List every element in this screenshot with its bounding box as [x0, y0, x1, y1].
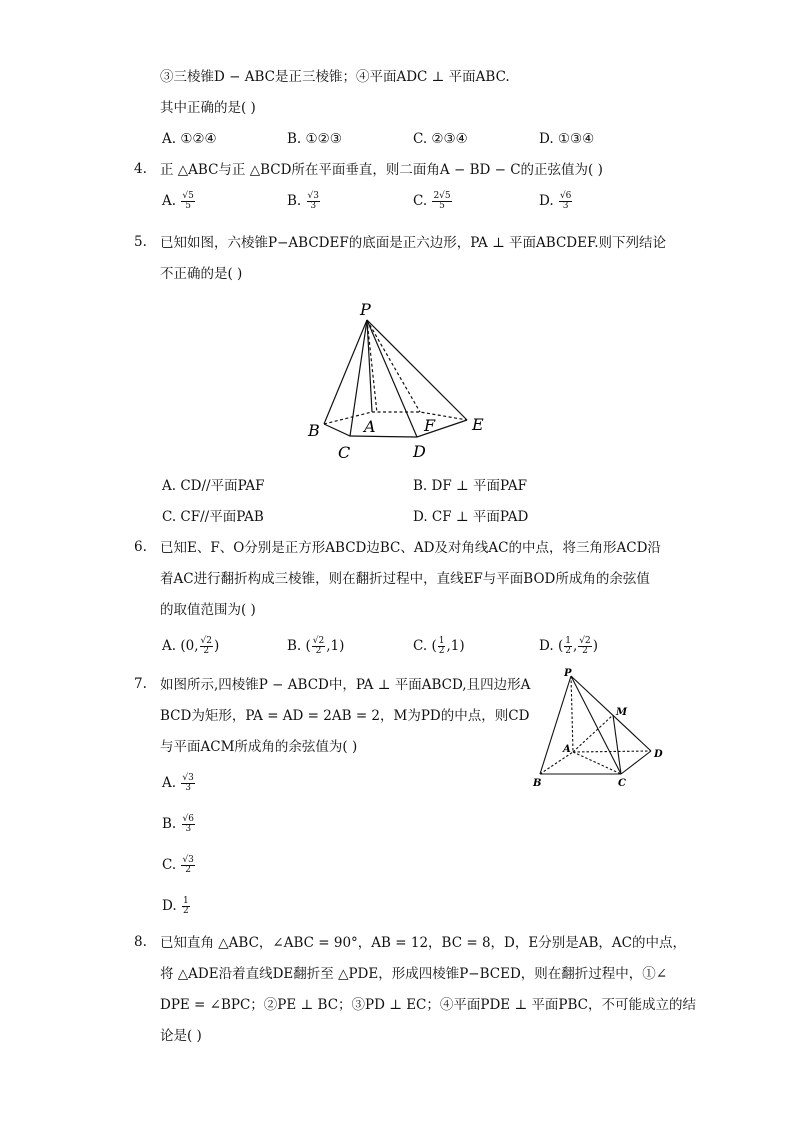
- q6-option-c-fraction: $\frac{1}{2}$: [438, 636, 445, 656]
- q6-option-b[interactable]: [287, 637, 344, 656]
- hexagonal-pyramid-figure: [300, 296, 500, 466]
- q6-stem-line-2: 着AC进行翻折构成三棱锥，则在翻折过程中，直线EF与平面BOD所成角的余弦值: [160, 571, 650, 587]
- fig5-label-e: E: [472, 415, 484, 434]
- q4-option-c-label: C.: [413, 193, 428, 209]
- q7-option-b[interactable]: [162, 815, 196, 834]
- q3-prompt: 其中正确的是( ): [160, 100, 256, 116]
- q8-number: 8.: [134, 934, 147, 950]
- q8-stem-line-4: 论是( ): [160, 1028, 202, 1044]
- q7-option-a-fraction: $\frac{√3}{3}$: [182, 773, 194, 793]
- q4-option-d-fraction: $\frac{√6}{3}$: [559, 191, 572, 211]
- q4-option-d[interactable]: [539, 192, 573, 211]
- q5-option-c[interactable]: C. CF//平面PAB: [162, 509, 264, 525]
- fig5-label-c: C: [338, 443, 351, 462]
- q5-stem-line-2: 不正确的是( ): [160, 266, 243, 282]
- q6-option-d-fraction-2: $\frac{√2}{2}$: [579, 636, 591, 656]
- q6-option-c[interactable]: [413, 637, 465, 656]
- q7-option-d-label: D.: [162, 898, 177, 914]
- q8-stem-line-2: 将 △ADE沿着直线DE翻折至 △PDE，形成四棱锥P−BCED，则在翻折过程中，①∠: [160, 966, 668, 982]
- q7-option-d-fraction: $\frac{1}{2}$: [182, 896, 189, 916]
- q4-option-c[interactable]: [413, 192, 453, 211]
- q4-number: 4.: [134, 161, 147, 177]
- q8-stem-line-3: DPE = ∠BPC；②PE ⊥ BC；③PD ⊥ EC；④平面PDE ⊥ 平面PBC，不可能成立的结: [160, 997, 697, 1013]
- q4-option-b[interactable]: [287, 192, 321, 211]
- q6-option-a-open: (0,: [180, 638, 199, 654]
- q6-option-c-close: ,1): [446, 638, 465, 654]
- fig5-label-f: F: [424, 416, 436, 435]
- q5-option-a[interactable]: A. CD//平面PAF: [162, 478, 265, 494]
- q7-number: 7.: [134, 676, 147, 692]
- fig7-label-a: A: [563, 744, 571, 755]
- q6-option-d-close: ): [592, 638, 598, 654]
- q6-stem-line-3: 的取值范围为( ): [160, 602, 256, 618]
- q6-option-b-close: ,1): [326, 638, 345, 654]
- fig5-label-a: A: [364, 417, 376, 436]
- fig7-label-p: P: [564, 668, 572, 679]
- fig5-label-b: B: [308, 421, 320, 440]
- q5-number: 5.: [134, 234, 147, 250]
- q6-option-d[interactable]: [539, 637, 598, 656]
- q6-stem-line-1: 已知E、F、O分别是正方形ABCD边BC、AD及对角线AC的中点，将三角形ACD沿: [160, 540, 661, 556]
- q5-stem-line-1: 已知如图，六棱锥P−ABCDEF的底面是正六边形，PA ⊥ 平面ABCDEF.则下列结论: [160, 235, 667, 251]
- q7-option-a-label: A.: [162, 775, 177, 791]
- fig7-label-d: D: [654, 749, 663, 760]
- fig5-label-p: P: [360, 300, 371, 319]
- q6-option-d-label: D.: [539, 638, 554, 654]
- q6-option-a-label: A.: [162, 638, 177, 654]
- rectangular-pyramid-figure: [528, 664, 668, 792]
- q7-option-c[interactable]: [162, 856, 196, 875]
- q6-option-c-label: C.: [413, 638, 428, 654]
- q6-option-b-open: (: [305, 638, 311, 654]
- q4-option-b-label: B.: [287, 193, 302, 209]
- q6-option-a[interactable]: [162, 637, 219, 656]
- q4-stem: 正 △ABC与正 △BCD所在平面垂直，则二面角A − BD − C的正弦值为( ): [160, 162, 603, 178]
- q6-option-a-close: ): [213, 638, 220, 654]
- q4-option-d-label: D.: [539, 193, 554, 209]
- q4-option-c-fraction: $\frac{2√5}{5}$: [433, 191, 451, 211]
- q7-option-c-fraction: $\frac{√3}{2}$: [182, 855, 194, 875]
- q7-stem-line-1: 如图所示,四棱锥P − ABCD中，PA ⊥ 平面ABCD,且四边形A: [160, 677, 531, 693]
- fig5-label-d: D: [413, 442, 426, 461]
- q6-option-a-fraction: $\frac{√2}{2}$: [200, 636, 212, 656]
- q4-option-a[interactable]: [162, 192, 196, 211]
- q6-option-b-label: B.: [287, 638, 302, 654]
- q7-option-d[interactable]: [162, 897, 191, 916]
- q6-option-d-comma: ,: [572, 638, 578, 654]
- q7-stem-line-3: 与平面ACM所成角的余弦值为( ): [160, 739, 358, 755]
- q7-option-c-label: C.: [162, 857, 177, 873]
- q6-option-d-open: (: [557, 638, 564, 654]
- q3-option-a[interactable]: A. ①②④: [162, 131, 217, 147]
- q6-option-b-fraction: $\frac{√2}{2}$: [312, 636, 325, 656]
- q5-option-d[interactable]: D. CF ⊥ 平面PAD: [413, 509, 529, 525]
- q3-option-c[interactable]: C. ②③④: [413, 131, 468, 147]
- fig7-label-m: M: [616, 707, 628, 718]
- q7-option-b-fraction: $\frac{√6}{3}$: [182, 814, 194, 834]
- q6-option-d-fraction-1: $\frac{1}{2}$: [565, 636, 571, 656]
- q4-option-b-fraction: $\frac{√3}{3}$: [307, 191, 319, 211]
- q4-option-a-fraction: $\frac{√5}{5}$: [182, 191, 194, 211]
- q6-number: 6.: [134, 539, 147, 555]
- q3-option-b[interactable]: B. ①②③: [287, 131, 342, 147]
- fig7-label-c: C: [618, 778, 626, 789]
- q7-stem-line-2: BCD为矩形，PA = AD = 2AB = 2，M为PD的中点，则CD: [160, 708, 530, 724]
- q3-option-d[interactable]: D. ①③④: [539, 131, 595, 147]
- q5-option-b[interactable]: B. DF ⊥ 平面PAF: [413, 478, 527, 494]
- q7-option-b-label: B.: [162, 816, 177, 832]
- q4-option-a-label: A.: [162, 193, 177, 209]
- q6-option-c-open: (: [431, 638, 437, 654]
- q7-option-a[interactable]: [162, 774, 196, 793]
- q3-statement-3-4: ③三棱锥D − ABC是正三棱锥；④平面ADC ⊥ 平面ABC.: [160, 69, 510, 85]
- q8-stem-line-1: 已知直角 △ABC，∠ABC = 90°，AB = 12，BC = 8，D，E分别是AB，AC的中点，: [160, 935, 686, 951]
- fig7-label-b: B: [533, 778, 542, 789]
